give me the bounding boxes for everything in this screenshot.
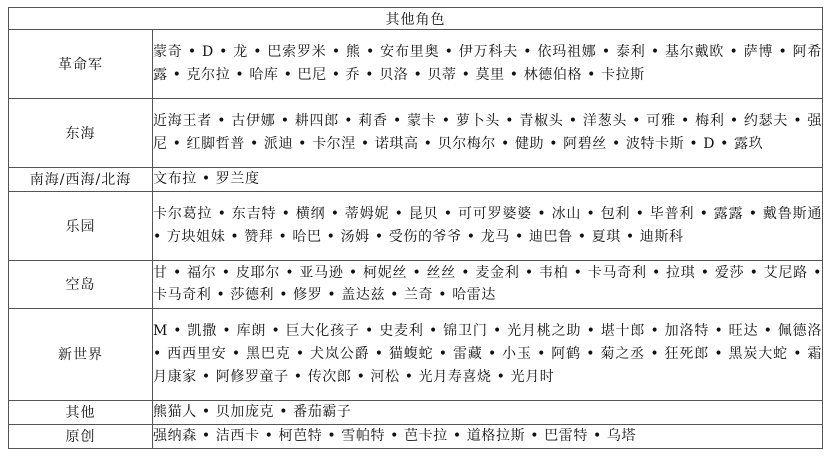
table-row [9, 260, 823, 308]
table-row [9, 308, 823, 400]
names-cell: 文布拉 • 罗兰度 [153, 168, 823, 192]
table-row [9, 30, 823, 99]
category-cell: 南海/西海/北海 [9, 168, 153, 192]
table-header-row [9, 8, 823, 30]
table-row [9, 400, 823, 424]
other-characters-table [8, 7, 823, 449]
category-cell: 革命军 [9, 30, 153, 99]
names-cell: 蒙奇 • D • 龙 • 巴索罗米 • 熊 • 安布里奥 • 伊万科夫 • 依玛祖娜 • 泰利 • 基尔戴欧 • 萨博 • 阿希露 • 克尔拉 • 哈库 • 巴尼 • 乔 • 贝洛 • 贝蒂 • 莫里 • 林德伯格 • 卡拉斯 [153, 30, 823, 99]
names-cell: 近海王者 • 古伊娜 • 耕四郎 • 莉香 • 蒙卡 • 萝卜头 • 青椒头 • 洋葱头 • 可雅 • 梅利 • 约瑟夫 • 强尼 • 红脚哲普 • 派迪 • 卡尔涅 • 诺琪高 • 贝尔梅尔 • 健助 • 阿碧丝 • 波特卡斯 • D • 露玖 [153, 99, 823, 168]
category-cell: 新世界 [9, 308, 153, 400]
category-cell: 其他 [9, 400, 153, 424]
names-cell: M • 凯撒 • 库朗 • 巨大化孩子 • 史麦利 • 锦卫门 • 光月桃之助 • 堪十郎 • 加洛特 • 旺达 • 佩德洛 • 西西里安 • 黑巴克 • 犬岚公爵 • 猫蝮蛇 • 雷藏 • 小玉 • 阿鹤 • 菊之丞 • 狂死郎 • 黑炭大蛇 • 霜月康家 • 阿修罗童子 • 传次郎 • 河松 • 光月寿喜烧 • 光月时 [153, 308, 823, 400]
table-row [9, 424, 823, 448]
table-row [9, 191, 823, 260]
names-cell: 强纳森 • 洁西卡 • 柯芭特 • 雪帕特 • 芭卡拉 • 道格拉斯 • 巴雷特 • 乌塔 [153, 424, 823, 448]
table-title: 其他角色 [9, 8, 823, 30]
category-cell: 空岛 [9, 260, 153, 308]
category-cell: 东海 [9, 99, 153, 168]
names-cell: 卡尔葛拉 • 东吉特 • 横纲 • 蒂姆妮 • 昆贝 • 可可罗婆婆 • 冰山 • 包利 • 毕普利 • 露露 • 戴鲁斯通 • 方块姐妹 • 赞拜 • 哈巴 • 汤姆 • 受伤的爷爷 • 龙马 • 迪巴鲁 • 夏琪 • 迪斯科 [153, 191, 823, 260]
table-row [9, 99, 823, 168]
names-cell: 甘 • 福尔 • 皮耶尔 • 亚马逊 • 柯妮丝 • 丝丝 • 麦金利 • 韦柏 • 卡马奇利 • 拉琪 • 爱莎 • 艾尼路 • 卡马奇利 • 莎德利 • 修罗 • 盖达兹 • 兰奇 • 哈雷达 [153, 260, 823, 308]
table-row [9, 168, 823, 192]
names-cell: 熊猫人 • 贝加庞克 • 番茄霸子 [153, 400, 823, 424]
category-cell: 原创 [9, 424, 153, 448]
category-cell: 乐园 [9, 191, 153, 260]
other-characters-table-container [8, 7, 822, 449]
